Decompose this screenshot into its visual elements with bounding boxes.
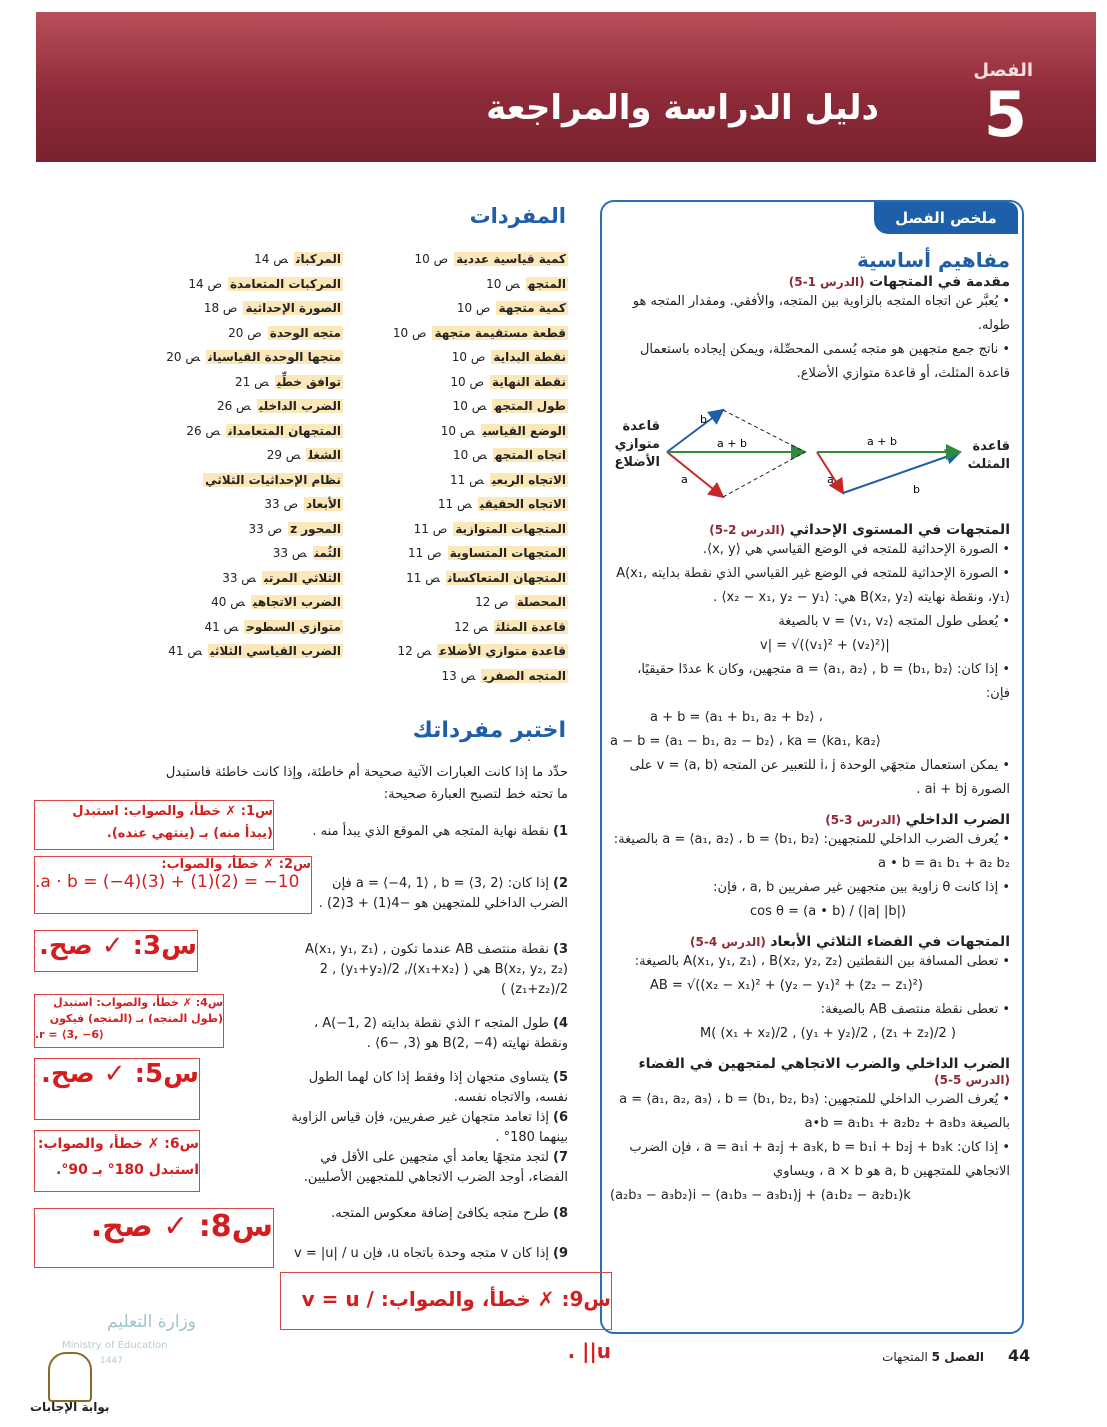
vocab-term: قاعدة متوازي الأضلاع (439, 644, 566, 658)
answer-1: س1: ✗ خطأ، والصواب: استبدل (يبدأ منه) بـ (ينتهي عنده). (34, 800, 274, 850)
vocab-page: ص 11 (413, 521, 448, 536)
summary-tab: ملخص الفصل (874, 202, 1018, 234)
vocab-term: الثلاثي المرتب (264, 570, 341, 585)
vocab-col1-item (385, 492, 568, 517)
s4-bullet-2: • تعطى نقطة منتصف AB بالصيغة: (820, 1002, 1010, 1017)
s3-bullet-1: • يُعرف الضرب الداخلي للمتجهين: a = ⟨a₁, a₂⟩ ، b = ⟨b₁, b₂⟩ بالصيغة: a • b = a₁ b₁ + a₂ b₂ (613, 832, 1010, 871)
s1-bullet-2: • ناتج جمع متجهين هو متجه يُسمى المحصِّلة، ويمكن إيجاده باستعمال قاعدة المثلث، أو قاعدة متوازي الأضلاع. (639, 342, 1010, 381)
vocab-col1-item (385, 615, 568, 640)
answer-3: س3: ✓ صح. (34, 930, 198, 972)
vocab-page: ص 20 (166, 350, 201, 364)
s2-formula-4a: a + b = ⟨a₁ + b₁, a₂ + b₂⟩ ، (650, 710, 823, 725)
s4-bullet-1: • تعطى المسافة بين النقطتين A(x₁, y₁, z₁) ، B(x₂, y₂, z₂) بالصيغة: (634, 954, 1010, 969)
vocab-page: ص 14 (254, 252, 288, 266)
vocab-col2-item (155, 468, 343, 493)
vocab-term: متجه الوحدة (269, 325, 341, 340)
chapter-label: الفصل (973, 60, 1033, 81)
vocab-page: ص 11 (437, 497, 472, 511)
page-number: 44 (1008, 1346, 1031, 1365)
quiz-item (290, 1108, 568, 1148)
s3-bullet-2: • إذا كانت θ زاوية بين متجهين غير صفريين a, b ، فإن: (713, 880, 1010, 895)
logo-icon (48, 1352, 92, 1402)
vocab-term: المتجهان المتعامدان (228, 423, 341, 438)
chapter-number: 5 (983, 78, 1027, 151)
s3-formula-2: cos θ = (a • b) / (|a| |b|) (750, 904, 907, 919)
s5-bullet-1: • يُعرف الضرب الداخلي للمتجهين: a = ⟨a₁, a₂, a₃⟩ ، b = ⟨b₁, b₂, b₃⟩ بالصيغة a•b = a₁b₁ + a₂b₂ + a₃b₃ (619, 1092, 1010, 1131)
vocab-term: المحصلة (516, 595, 566, 609)
s2-bullet-3: • يُعطى طول المتجه v = ⟨v₁, v₂⟩ بالصيغة (778, 614, 1010, 629)
summary-content (610, 248, 1010, 386)
vocab-term: الاتجاه الربعي (491, 472, 566, 487)
vocab-col1-item (385, 639, 568, 664)
vocab-term: الشغل (308, 448, 341, 462)
vocab-col2-item (155, 492, 343, 517)
vocab-term: الأبعاد (306, 497, 341, 511)
vocab-term: قطعة مستقيمة متجهة (434, 325, 566, 340)
vector-a (667, 452, 723, 497)
quiz-item-number: 1) (553, 824, 568, 839)
vocab-page: ص 41 (204, 619, 239, 634)
vocab-col2-item (155, 321, 343, 346)
vocab-page: ص 33 (272, 546, 307, 560)
vocab-term: المتجهات المتوازية (455, 521, 566, 536)
quiz-item-text: طول المتجه r الذي نقطة بدايته A(−1, 2) ، ونقطة نهايته B(2, −4) هو ⟨3, −6⟩ . (313, 1016, 568, 1051)
answer-9: س9: ✗ خطأ، والصواب: v = u / |u| . (280, 1272, 612, 1330)
vocab-col2-item (155, 296, 343, 321)
svg-text:a + b: a + b (717, 437, 747, 450)
vocab-term: نقطة النهاية (491, 374, 566, 389)
quiz-item (290, 940, 568, 1014)
ministry-watermark-en: Ministry of Education (62, 1340, 168, 1351)
quiz-item-number: 3) (553, 942, 568, 957)
vocab-col2-item (155, 247, 343, 272)
quiz-item (290, 1014, 568, 1068)
vocab-col2-item (155, 541, 343, 566)
vocab-term: اتجاه المتجه (494, 448, 566, 462)
vocab-col1-item (385, 517, 568, 542)
quiz-item-number: 9) (553, 1246, 568, 1261)
vocab-term: طول المتجه (494, 399, 566, 413)
vocab-title: المفردات (469, 204, 566, 228)
answer-4: س4: ✗ خطأ، والصواب: استبدل (طول المتجه) بـ (المتجه) فيكون .r = ⟨3, −6⟩ (34, 994, 224, 1048)
vocab-page: ص 14 (188, 276, 222, 291)
quiz-item-text: لتجد متجهًا يعامد أي متجهين على الأقل في الفضاء، أوجد الضرب الاتجاهي للمتجهين الأصليين. (303, 1150, 568, 1185)
quiz-item-text: نقطة نهاية المتجه هي الموقع الذي يبدأ منه . (312, 824, 549, 839)
vocab-term: المركبات (295, 252, 341, 266)
vocab-term: الاتجاه الحقيقي (479, 497, 566, 511)
s1-heading: مقدمة في المتجهات (الدرس 1-5) (788, 274, 1010, 290)
vocab-page: ص 33 (222, 570, 256, 585)
svg-text:a: a (681, 473, 688, 486)
quiz-item (290, 822, 568, 874)
page-title: دليل الدراسة والمراجعة (486, 88, 879, 128)
vector-b (667, 410, 723, 452)
vocab-term: متوازي السطوح (246, 619, 341, 634)
vocab-col2-item (155, 272, 343, 297)
vocab-col1-item (385, 566, 568, 591)
vocab-col1-item (385, 321, 568, 346)
vocab-col1-item (385, 443, 568, 468)
chapter-banner (36, 12, 1096, 162)
quiz-item-text: طرح متجه يكافئ إضافة معكوس المتجه. (331, 1206, 549, 1221)
quiz-item-text: إذا تعامد متجهان غير صفريين، فإن قياس الزاوية بينهما 180° . (291, 1110, 568, 1145)
vocab-term: نقطة البداية (493, 350, 566, 364)
vocab-col2-item (155, 345, 343, 370)
footer-chapter: الفصل 5 المتجهات (882, 1350, 984, 1364)
quiz-item-number: 2) (553, 876, 568, 891)
quiz-list (290, 822, 568, 1284)
quiz-item (290, 874, 568, 940)
s4-formula-1: AB = √((x₂ − x₁)² + (y₂ − y₁)² + (z₂ − z₁)²) (650, 978, 923, 993)
vocab-page: ص 26 (216, 399, 251, 413)
s2-formula-4b: a − b = ⟨a₁ − b₁, a₂ − b₂⟩ ، ka = ⟨ka₁, ka₂⟩ (610, 734, 881, 749)
quiz-item-number: 7) (553, 1150, 568, 1165)
vocab-page: ص 10 (451, 350, 486, 364)
vocab-column-2 (155, 247, 343, 664)
vocab-col2-item (155, 370, 343, 395)
vocab-col2-item (155, 639, 343, 664)
vocab-term: نظام الإحداثيات الثلاثي (205, 472, 341, 487)
vocab-page: ص 11 (406, 570, 440, 585)
vocab-page: ص 33 (248, 521, 283, 536)
answer-5-7: س5: ✓ صح. (34, 1058, 200, 1120)
vocab-page: ص 10 (452, 399, 487, 413)
svg-text:b: b (700, 413, 707, 426)
vocab-term: الصورة الإحداثية (245, 301, 341, 315)
vocab-page: ص 11 (449, 472, 484, 487)
vocab-col2-item (155, 394, 343, 419)
watermark-year: 1447 (100, 1356, 123, 1366)
vocab-page: ص 12 (475, 595, 509, 609)
quiz-item-number: 8) (553, 1206, 568, 1221)
vocab-term: المتجهان المتعاكسان (447, 570, 566, 585)
vocab-term: المتجه الصفري (483, 668, 566, 683)
vocab-col2-item (155, 566, 343, 591)
vocab-page: ص 20 (228, 325, 262, 340)
vocab-page: ص 40 (211, 595, 245, 609)
vocab-term: المتجهات المتساوية (449, 546, 566, 560)
vocab-col1-item (385, 394, 568, 419)
quiz-item (290, 1148, 568, 1204)
s4-formula-2: M( (x₁ + x₂)/2 , (y₁ + y₂)/2 , (z₁ + z₂)/2 ) (700, 1026, 956, 1041)
ministry-watermark: وزارة التعليم (107, 1312, 196, 1332)
vocab-col2-item (155, 517, 343, 542)
s2-bullet-5: • يمكن استعمال متجهَي الوحدة i، j للتعبير عن المتجه v = ⟨a, b⟩ على الصورة ai + bj . (629, 758, 1010, 797)
vocab-page: ص 12 (397, 644, 432, 658)
vocab-col1-item (385, 664, 568, 689)
vocab-term: كمية قياسية عددية (456, 252, 566, 266)
s4-heading: المتجهات في الفضاء الثلاثي الأبعاد (الدرس 4-5) (690, 934, 1010, 950)
answer-2: س2: ✗ خطأ، والصواب: .a · b = (−4)(3) + (1)(2) = −10 (34, 856, 312, 914)
s2-heading: المتجهات في المستوى الإحداثي (الدرس 2-5) (709, 522, 1010, 538)
quiz-item (290, 1204, 568, 1244)
vocab-term: الثُمن (314, 546, 341, 560)
s2-bullet-2: • الصورة الإحداثية للمتجه في الوضع غير القياسي الذي نقطة بدايته A(x₁, y₁)، ونقطة نهايته B(x₂, y₂) هي: ⟨x₂ − x₁, y₂ − y₁⟩ . (616, 566, 1010, 605)
vocab-col2-item (155, 443, 343, 468)
vocab-term: الضرب الاتجاهي (252, 595, 341, 609)
quiz-item-text: إذا كان: a = ⟨−4, 1⟩ , b = ⟨3, 2⟩ فإن الضرب الداخلي للمتجهين هو −4(1) + 3(2) . (318, 876, 568, 911)
quiz-title: اختبر مفرداتك (412, 718, 566, 743)
vocab-term: الوضع القياسي (482, 423, 566, 438)
vocab-page: ص 10 (440, 423, 475, 438)
vocab-col1-item (385, 419, 568, 444)
vocab-term: متجها الوحدة القياسيان (208, 350, 341, 364)
parallelogram-rule-label: قاعدة متوازي الأضلاع (614, 419, 660, 470)
vocab-page: ص 13 (441, 668, 476, 683)
vocab-col1-item (385, 370, 568, 395)
quiz-item-text: نقطة منتصف AB عندما تكون A(x₁, y₁, z₁) , B(x₂, y₂, z₂) هي ( (x₁+x₂)/2 , (y₁+y₂)/2 , (z₁+z₂)/2 ) (304, 942, 568, 997)
vocab-term: المتجه (527, 276, 566, 291)
vocab-col1-item (385, 247, 568, 272)
vocab-col2-item (155, 419, 343, 444)
quiz-item-number: 4) (553, 1016, 568, 1031)
s2-formula-3: |v| = √((v₁)² + (v₂)²) (760, 638, 890, 653)
vocab-page: ص 33 (264, 497, 298, 511)
vocab-term: الضرب القياسي الثلاثي (210, 644, 341, 658)
vocab-column-1 (385, 247, 568, 688)
quiz-item-text: يتساوى متجهان إذا وفقط إذا كان لهما الطول نفسه، والاتجاه نفسه. (308, 1070, 568, 1105)
s1-bullet-1: • يُعبَّر عن اتجاه المتجه بالزاوية بين المتجه، والأفقي. ومقدار المتجه هو طوله. (632, 294, 1010, 333)
vocab-term: توافق خطِّي (276, 374, 341, 389)
svg-text:a + b: a + b (867, 435, 897, 448)
s3-heading: الضرب الداخلي (الدرس 3-5) (825, 812, 1010, 828)
vocab-term: المحور z (290, 521, 341, 536)
site-label: بوابة الإجابات (30, 1400, 110, 1414)
vocab-page: ص 21 (234, 374, 269, 389)
svg-text:b: b (913, 483, 920, 496)
s5-heading: الضرب الداخلي والضرب الاتجاهي لمتجهين في الفضاء (الدرس 5-5) (638, 1056, 1010, 1087)
quiz-item-text: إذا كان v متجه وحدة باتجاه u، فإن v = |u| / u (294, 1246, 549, 1261)
quiz-item-number: 5) (553, 1070, 568, 1085)
vocab-col1-item (385, 590, 568, 615)
vocab-page: ص 10 (453, 448, 487, 462)
vocab-page: ص 10 (450, 374, 484, 389)
vocab-term: الضرب الداخلي (258, 399, 341, 413)
vector-rules-diagram (605, 405, 1015, 505)
summary-content-2 (610, 522, 1010, 1208)
vocab-page: ص 11 (407, 546, 442, 560)
quiz-item (290, 1068, 568, 1108)
vocab-col1-item (385, 296, 568, 321)
quiz-item-number: 6) (553, 1110, 568, 1125)
vocab-page: ص 10 (486, 276, 520, 291)
vocab-col1-item (385, 468, 568, 493)
s2-bullet-4: • إذا كان: a = ⟨a₁, a₂⟩ , b = ⟨b₁, b₂⟩ متجهين، وكان k عددًا حقيقيًا، فإن: (637, 662, 1010, 701)
vocab-page: ص 41 (168, 644, 203, 658)
vocab-col1-item (385, 272, 568, 297)
answer-8: س8: ✓ صح. (34, 1208, 274, 1268)
svg-text:a: a (827, 473, 834, 486)
vocab-page: ص 10 (392, 325, 427, 340)
s5-bullet-2: • إذا كان: a = a₁i + a₂j + a₃k, b = b₁i + b₂j + b₃k ، فإن الضرب الاتجاهي للمتجهين a, b هو a × b ، ويساوي (629, 1140, 1010, 1179)
vocab-col1-item (385, 541, 568, 566)
vocab-page: ص 18 (203, 301, 238, 315)
s5-formula-2: (a₂b₃ − a₃b₂)i − (a₁b₃ − a₃b₁)j + (a₁b₂ − a₂b₁)k (610, 1188, 911, 1203)
vocab-col2-item (155, 615, 343, 640)
vocab-term: قاعدة المثلث (495, 619, 566, 634)
vocab-page: ص 26 (186, 423, 221, 438)
vocab-col2-item (155, 590, 343, 615)
key-concepts-heading: مفاهيم أساسية (857, 248, 1010, 272)
vocab-page: ص 29 (266, 448, 301, 462)
vocab-term: المركبات المتعامدة (229, 276, 341, 291)
vocab-page: ص 10 (456, 301, 491, 315)
vocab-col1-item (385, 345, 568, 370)
triangle-rule-label: قاعدة المثلث (967, 439, 1010, 472)
answer-6: س6: ✗ خطأ، والصواب: استبدل 180° بـ 90°. (34, 1130, 200, 1192)
vocab-term: كمية متجهة (498, 301, 566, 315)
vocab-page: ص 12 (454, 619, 488, 634)
quiz-intro: حدِّد ما إذا كانت العبارات الآتية صحيحة أم خاطئة، وإذا كانت خاطئة فاستبدل ما تحته خط لتصبح العبارة صحيحة: (165, 765, 568, 802)
s2-bullet-1: • الصورة الإحداثية للمتجه في الوضع القياسي هي ⟨x, y⟩. (702, 542, 1010, 557)
vocab-page: ص 10 (414, 252, 449, 266)
